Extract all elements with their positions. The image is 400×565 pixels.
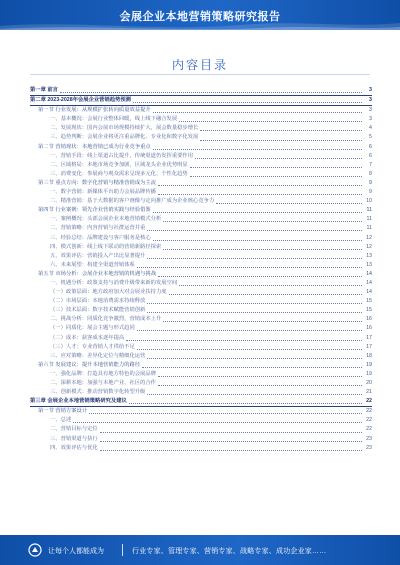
- footer-slogan: 让每个人都能成为: [48, 548, 104, 555]
- toc-leader-dots: [163, 321, 362, 322]
- toc-entry[interactable]: [30, 324, 372, 333]
- toc-entry-page: 10: [366, 198, 372, 205]
- toc-entry-page: 17: [366, 343, 372, 350]
- toc-entry[interactable]: [30, 306, 372, 315]
- toc-entry[interactable]: [30, 315, 372, 324]
- toc-entry[interactable]: [30, 416, 372, 425]
- footer-tagline: 行业专家、管理专家、营销专家、战略专家、成功企业家……: [132, 548, 327, 555]
- toc-entry-label: 五、效果评估：营销投入产出比显著提升: [50, 252, 146, 259]
- toc-leader-dots: [126, 340, 362, 341]
- toc-entry[interactable]: [30, 343, 372, 352]
- toc-entry-page: 14: [366, 279, 372, 286]
- toc-leader-dots: [158, 185, 362, 186]
- toc-entry-label: 三、消费变化：参展商与观众需求呈现多元化、个性化趋势: [50, 170, 188, 177]
- toc-leader-dots: [147, 358, 362, 359]
- toc-entry-page: 11: [366, 225, 372, 232]
- toc-entry-page: 4: [369, 125, 372, 132]
- toc-entry-page: 16: [366, 325, 372, 332]
- toc-leader-dots: [200, 140, 362, 141]
- toc-leader-dots: [137, 267, 362, 268]
- toc-entry[interactable]: [30, 179, 372, 188]
- toc-entry-page: 14: [366, 270, 372, 277]
- toc-entry-label: 二、营销目标与定位: [50, 426, 98, 433]
- toc-leader-dots: [153, 112, 362, 113]
- footer-divider: [122, 544, 123, 556]
- table-of-contents: [30, 86, 372, 453]
- toc-leader-dots: [163, 249, 362, 250]
- toc-entry-label: （一）政策层面：地方政府加大对会展业扶持力度: [50, 289, 167, 296]
- toc-entry-label: 第四节 行业案例：领先企业营销实践与经验借鉴: [38, 207, 151, 214]
- toc-leader-dots: [158, 385, 362, 386]
- toc-leader-dots: [100, 441, 362, 442]
- toc-entry[interactable]: [30, 352, 372, 361]
- toc-leader-dots: [163, 221, 362, 222]
- toc-leader-dots: [147, 258, 362, 259]
- toc-entry-page: 6: [369, 152, 372, 159]
- toc-entry-label: 二、深耕本地：加强与本地产业、社区的合作: [50, 380, 156, 386]
- toc-leader-dots: [142, 367, 362, 368]
- toc-entry-label: 一、案例概况：头部会展企业本地营销模式分析: [50, 216, 162, 223]
- toc-leader-dots: [158, 276, 362, 277]
- toc-entry[interactable]: [30, 133, 372, 142]
- toc-entry[interactable]: [30, 86, 372, 96]
- toc-entry-page: 11: [366, 216, 372, 223]
- toc-entry-page: 17: [366, 334, 372, 341]
- toc-leader-dots: [195, 158, 362, 159]
- toc-entry-label: 四、效果评估与优化: [50, 444, 98, 451]
- toc-entry-label: 一、总述: [50, 417, 72, 424]
- toc-entry[interactable]: [30, 261, 372, 270]
- header-banner: [0, 0, 400, 30]
- toc-entry-label: 二、发展现状：国内会展市场规模持续扩大，展会数量稳步增长: [50, 125, 199, 132]
- toc-entry-label: 第二章 2023-2028年会展企业营销趋势预测: [30, 97, 131, 104]
- toc-entry-page: 19: [366, 361, 372, 368]
- footer-banner: [0, 535, 400, 565]
- toc-entry[interactable]: [30, 215, 372, 224]
- toc-entry[interactable]: [30, 224, 372, 233]
- toc-entry-label: 第二节 营销现状：本地营销已成为行业竞争重点: [38, 143, 151, 150]
- toc-entry[interactable]: [30, 334, 372, 343]
- toc-entry-label: 三、营销渠道与执行: [50, 435, 98, 442]
- toc-entry-page: 12: [366, 234, 372, 241]
- toc-entry[interactable]: [30, 297, 372, 306]
- toc-entry-page: 14: [366, 289, 372, 296]
- toc-leader-dots: [153, 240, 362, 241]
- toc-entry[interactable]: [30, 170, 372, 179]
- toc-entry-page: 3: [369, 116, 372, 123]
- toc-entry-label: （一）同质化：展会主题与形式趋同: [50, 325, 135, 332]
- toc-entry-page: 22: [366, 398, 372, 405]
- toc-leader-dots: [137, 349, 362, 350]
- toc-entry[interactable]: [30, 407, 372, 416]
- toc-entry-label: 二、挑战分析：同质化竞争激烈，营销成本上升: [50, 316, 162, 323]
- toc-entry-label: 二、营销策略：内容营销与社群运营并重: [50, 225, 146, 232]
- brand-logo-icon: [28, 543, 42, 557]
- toc-title: 内容目录: [171, 58, 228, 72]
- toc-entry-label: 二、区域格局：本地市场竞争加剧，区域龙头企业优势明显: [50, 161, 188, 168]
- toc-leader-dots: [147, 312, 362, 313]
- toc-leader-dots: [179, 285, 362, 286]
- toc-entry-label: 第三节 重点方向：数字化营销与精准营销成为主流: [38, 179, 157, 186]
- toc-entry-page: 7: [369, 161, 372, 168]
- toc-entry-page: 22: [366, 426, 372, 433]
- toc-leader-dots: [179, 121, 362, 122]
- report-title: 会展企业本地营销策略研究报告: [119, 11, 281, 23]
- toc-leader-dots: [169, 294, 362, 295]
- toc-entry[interactable]: [30, 370, 372, 379]
- toc-leader-dots: [147, 230, 362, 231]
- toc-leader-dots: [100, 450, 362, 451]
- toc-entry[interactable]: [30, 388, 372, 397]
- toc-entry-page: 6: [369, 143, 372, 150]
- toc-entry[interactable]: [30, 361, 372, 370]
- toc-entry-label: 二、精准营销：基于大数据的客户画像与定向推广成为企业核心竞争力: [50, 198, 215, 205]
- toc-entry[interactable]: [30, 234, 372, 243]
- toc-leader-dots: [133, 102, 362, 103]
- toc-leader-dots: [158, 194, 362, 195]
- toc-entry-label: 第一章 前言: [30, 87, 58, 93]
- toc-entry-page: 19: [366, 370, 372, 377]
- toc-entry[interactable]: [30, 143, 372, 152]
- toc-entry-label: 一、数字营销：新媒体平台助力会展品牌传播: [50, 189, 156, 196]
- toc-entry[interactable]: [30, 161, 372, 170]
- toc-entry[interactable]: [30, 106, 372, 115]
- toc-entry[interactable]: [30, 279, 372, 288]
- header-wave-decoration: [0, 18, 400, 32]
- toc-entry[interactable]: [30, 288, 372, 297]
- toc-entry-label: 一、营销手段：线上渠道占比提升，传统渠道仍发挥重要作用: [50, 152, 194, 159]
- toc-entry-label: 第六节 发展建议：提升本地营销能力的路径: [38, 361, 141, 368]
- toc-entry-page: 13: [366, 261, 372, 268]
- toc-entry[interactable]: [30, 435, 372, 444]
- toc-entry-page: 11: [366, 207, 372, 214]
- toc-entry[interactable]: [30, 252, 372, 261]
- toc-entry-label: （三）人才：专业营销人才供给不足: [50, 343, 135, 350]
- toc-leader-dots: [158, 376, 362, 377]
- toc-entry-page: 3: [369, 87, 372, 93]
- toc-entry[interactable]: [30, 397, 372, 407]
- toc-entry-label: 一、机遇分析：政策支持与消费升级带来新的发展空间: [50, 279, 178, 286]
- toc-leader-dots: [190, 176, 362, 177]
- toc-leader-dots: [137, 330, 362, 331]
- toc-entry-page: 20: [366, 380, 372, 386]
- toc-entry-label: 三、创新模式：推动营销数字化转型升级: [50, 389, 146, 396]
- toc-entry[interactable]: [30, 206, 372, 215]
- toc-entry-label: 三、应对策略：差异化定位与精细化运营: [50, 352, 146, 359]
- toc-entry-page: 9: [369, 179, 372, 186]
- toc-entry[interactable]: [30, 243, 372, 252]
- toc-entry-page: 8: [369, 170, 372, 177]
- toc-entry-page: 22: [366, 408, 372, 415]
- toc-entry-page: 16: [366, 316, 372, 323]
- toc-entry-page: 13: [366, 252, 372, 259]
- toc-entry-label: （二）市场层面：本地消费需求持续释放: [50, 298, 146, 305]
- toc-leader-dots: [147, 394, 362, 395]
- toc-entry-label: 第一节 行业发展：从规模扩张转向质量效益提升: [38, 107, 151, 114]
- toc-entry[interactable]: [30, 115, 372, 124]
- toc-entry-label: 一、基本概况：会展行业整体回暖，线上线下融合发展: [50, 116, 178, 123]
- toc-entry[interactable]: [30, 124, 372, 133]
- toc-entry[interactable]: [30, 152, 372, 161]
- toc-entry-page: 3: [369, 107, 372, 114]
- toc-entry-page: 12: [366, 243, 372, 250]
- toc-entry-page: 15: [366, 298, 372, 305]
- toc-leader-dots: [147, 303, 362, 304]
- toc-entry-page: 22: [366, 417, 372, 424]
- toc-entry-page: 21: [366, 389, 372, 396]
- toc-entry-page: 15: [366, 307, 372, 314]
- toc-entry-label: 三、趋势判断：会展企业将更注重品牌化、专业化和数字化发展: [50, 134, 199, 141]
- toc-entry-page: 3: [369, 97, 372, 104]
- toc-leader-dots: [216, 203, 362, 204]
- toc-entry[interactable]: [30, 425, 372, 434]
- toc-entry[interactable]: [30, 444, 372, 453]
- toc-entry[interactable]: [30, 96, 372, 106]
- toc-entry[interactable]: [30, 270, 372, 279]
- toc-entry-label: （二）成本：获客成本逐年提高: [50, 334, 125, 341]
- toc-leader-dots: [190, 167, 362, 168]
- toc-leader-dots: [129, 403, 362, 404]
- toc-entry-page: 23: [366, 444, 372, 451]
- toc-entry-label: （三）技术层面：数字技术赋能营销创新: [50, 307, 146, 314]
- toc-entry-page: 9: [369, 189, 372, 196]
- toc-entry-label: 四、模式创新：线上线下联动的营销新路径探索: [50, 243, 162, 250]
- toc-entry-label: 六、未来展望：构建全渠道营销体系: [50, 261, 135, 268]
- toc-entry[interactable]: [30, 188, 372, 197]
- toc-leader-dots: [89, 413, 362, 414]
- toc-entry-label: 第一节 营销方案设计: [38, 408, 88, 415]
- toc-entry-label: 三、经验总结：品牌建设与客户服务是核心: [50, 234, 151, 241]
- toc-entry-label: 第三章 会展企业本地营销策略研究及建议: [30, 398, 127, 405]
- toc-leader-dots: [60, 92, 362, 93]
- toc-leader-dots: [153, 149, 362, 150]
- toc-leader-dots: [100, 432, 362, 433]
- toc-leader-dots: [153, 212, 362, 213]
- toc-entry-label: 一、强化品牌：打造具有地方特色的会展品牌: [50, 370, 156, 377]
- toc-leader-dots: [73, 422, 362, 423]
- toc-entry-label: 第五节 市场分析：会展企业本地营销的机遇与挑战: [38, 270, 157, 277]
- toc-entry-page: 5: [369, 134, 372, 141]
- toc-entry[interactable]: [30, 197, 372, 206]
- toc-entry[interactable]: [30, 379, 372, 388]
- toc-entry-page: 18: [366, 352, 372, 359]
- toc-leader-dots: [200, 130, 362, 131]
- toc-entry-page: 23: [366, 435, 372, 442]
- toc-title-divider: [30, 74, 370, 75]
